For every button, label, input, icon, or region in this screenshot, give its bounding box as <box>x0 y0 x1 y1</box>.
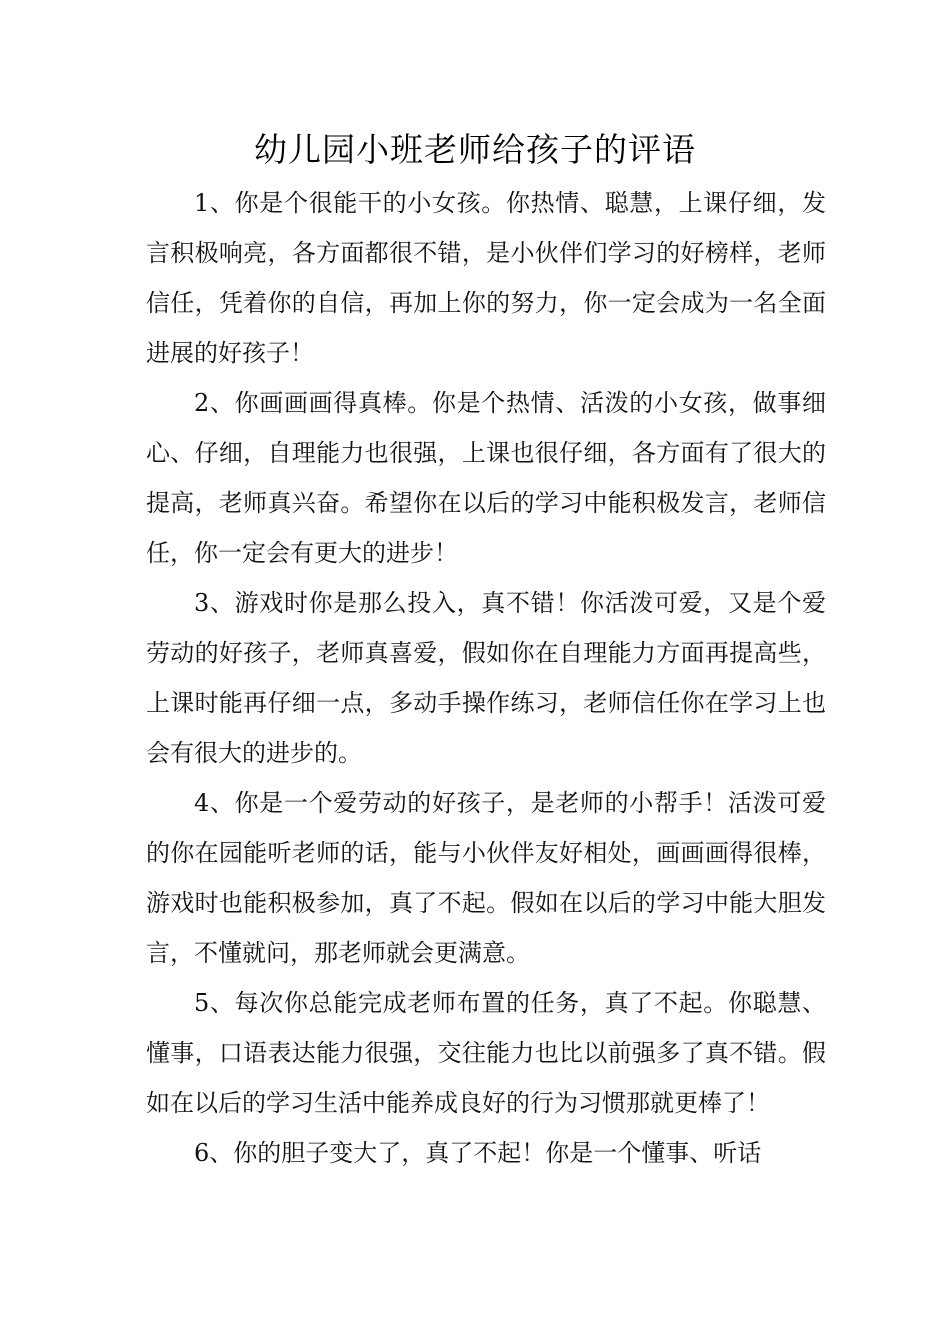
comment-paragraph-6: 6、你的胆子变大了，真了不起！你是一个懂事、听话 <box>194 1139 762 1167</box>
document-body <box>146 178 826 1178</box>
comment-paragraph-2: 2、你画画画得真棒。你是个热情、活泼的小女孩，做事细心、仔细，自理能力也很强，上课也很仔细，各方面有了很大的提高，老师真兴奋。希望你在以后的学习中能积极发言，老师信任，你一定会有更大的进步！ <box>146 389 826 567</box>
comment-paragraph-5: 5、每次你总能完成老师布置的任务，真了不起。你聪慧、懂事，口语表达能力很强，交往能力也比以前强多了真不错。假如在以后的学习生活中能养成良好的行为习惯那就更棒了！ <box>146 989 826 1117</box>
document-title: 幼儿园小班老师给孩子的评语 <box>254 130 696 169</box>
comment-paragraph-1: 1、你是个很能干的小女孩。你热情、聪慧，上课仔细，发言积极响亮，各方面都很不错，是小伙伴们学习的好榜样，老师信任，凭着你的自信，再加上你的努力，你一定会成为一名全面进展的好孩子！ <box>146 189 826 367</box>
comment-paragraph-4: 4、你是一个爱劳动的好孩子，是老师的小帮手！活泼可爱的你在园能听老师的话，能与小伙伴友好相处，画画画得很棒，游戏时也能积极参加，真了不起。假如在以后的学习中能大胆发言，不懂就问，那老师就会更满意。 <box>146 789 826 967</box>
comment-paragraph-3: 3、游戏时你是那么投入，真不错！你活泼可爱，又是个爱劳动的好孩子，老师真喜爱，假如你在自理能力方面再提高些，上课时能再仔细一点，多动手操作练习，老师信任你在学习上也会有很大的进步的。 <box>146 589 826 767</box>
